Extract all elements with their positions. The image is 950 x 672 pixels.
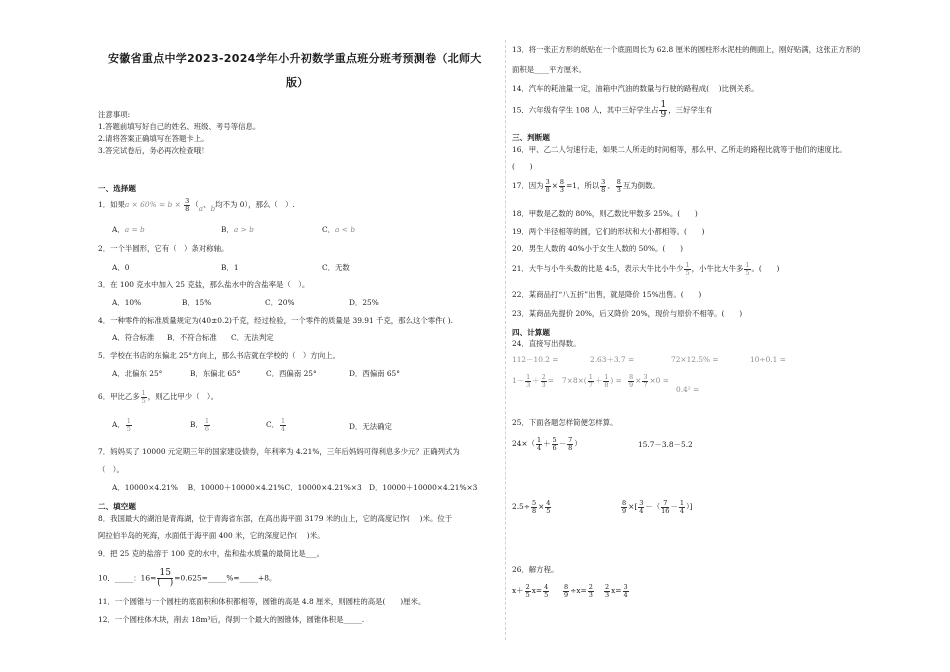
question-18: 18．甲数是乙数的 80%，则乙数比甲数多 25%。( ) — [512, 209, 698, 218]
question-7-options: A．10000×4.21% B．10000＋10000×4.21%C．10000×4.21%×3 D．10000＋10000×4.21%×3 — [112, 483, 478, 492]
q26-equation-2: $\frac{8}{9}$ ÷x= $\frac{2}{3}$ — [564, 583, 593, 599]
question-5-option-a: A．北偏东 25° — [112, 369, 163, 378]
question-15: 15．六年级有学生 108 人，其中三好学生占 $\frac{1}{9}$ ，三好学生有 — [512, 100, 713, 120]
q25-expr-1: 24×（ $\frac{1}{4}$ ＋ $\frac{5}{6}$ － $\frac{7}{8}$ ） — [512, 436, 582, 452]
question-26: 26．解方程。 — [512, 565, 559, 574]
notice-item-3: 3.答完试卷后，务必再次检查哦！ — [98, 146, 209, 155]
section-judge-heading: 三、判断题 — [512, 133, 550, 142]
question-6-option-d: D．无法确定 — [349, 422, 392, 431]
notice-heading: 注意事项: — [98, 110, 131, 119]
question-12: 12．一个圆柱体木块，削去 18m³后，得到一个最大的圆锥体，圆锥体积是_____. — [98, 615, 365, 624]
question-3-option-b: B．15% — [182, 298, 212, 307]
q24-expr-8: 0.4² = — [676, 385, 700, 394]
q24-expr-6: 7×8×( $\frac{1}{7}$ ＋ $\frac{1}{8}$ ) = — [562, 373, 622, 389]
question-9: 9．把 25 克的盐溶于 100 克的水中，盐和盐水质量的最简比是___。 — [98, 549, 325, 558]
q24-expr-2: 2.63＋3.7 = — [590, 355, 635, 364]
question-5-option-c: C．西偏南 25° — [266, 369, 317, 378]
question-16-line-2: ( ) — [512, 162, 533, 171]
question-6: 6．甲比乙多 $\frac{1}{5}$ ，则乙比甲少（ ）。 — [98, 389, 219, 405]
question-20: 20．男生人数的 40%小于女生人数的 50%。( ) — [512, 244, 683, 253]
question-21: 21．大牛与小牛头数的比是 4:5，表示大牛比小牛少 $\frac{1}{5}$ ，小牛比大牛多 $\frac{1}{5}$ 。( ) — [512, 261, 780, 277]
question-16-line-1: 16．甲、乙二人匀速行走，如果二人所走的时间相等，那么甲、乙所走的路程比就等于他们的速度比。 — [512, 145, 847, 154]
column-divider — [505, 40, 506, 640]
question-1-option-b: B．a > b — [221, 225, 254, 234]
question-6-option-a: A． $\frac{1}{5}$ — [112, 417, 131, 433]
question-4: 4．一种零件的标准质量规定为(40±0.2)千克，经过检验，一个零件的质量是 39.91 千克，那么这个零件( ). — [98, 316, 453, 325]
question-10: 10．_____：16= $\frac{15}{( )}$ =0.625=_____%=_____+8。 — [98, 568, 277, 588]
question-5-option-d: D．西偏南 65° — [349, 369, 400, 378]
question-8-line-2: 阿拉伯半岛的死海，水面低于海平面 400 米，它的深度记作( )米。 — [98, 531, 325, 540]
question-22: 22．某商品打“八五折”出售，就是降价 15%出售。( ) — [512, 290, 702, 299]
question-2-option-b: B．1 — [221, 263, 239, 272]
title-line-1: 安徽省重点中学2023-2024学年小升初数学重点班分班考预测卷（北师大 — [108, 52, 482, 65]
q25-expr-2: 15.7－3.8－5.2 — [638, 440, 693, 449]
q26-equation-3: $\frac{2}{3}$ x= $\frac{3}{4}$ — [605, 583, 628, 599]
question-6-option-b: B． $\frac{1}{6}$ — [190, 417, 209, 433]
question-24: 24．直接写出得数。 — [512, 339, 581, 348]
question-23: 23．某商品先提价 20%，后又降价 20%，现价与原价不相等。( ) — [512, 309, 743, 318]
question-13-line-1: 13．将一张正方形的纸贴在一个底面周长为 62.8 厘米的圆柱形水泥柱的侧面上，刚好贴满，这张正方形的 — [512, 45, 861, 54]
notice-item-1: 1.答题前填写好自己的姓名、班级、考号等信息。 — [98, 122, 261, 131]
question-7-line-1: 7．妈妈买了 10000 元定期三年的国家建设债券，年利率为 4.21%，三年后妈妈可得利息多少元？正确列式为 — [98, 447, 460, 456]
question-8-line-1: 8．我国最大的湖泊是青海湖，位于青海省东部，在高出海平面 3179 米的山上，它的高度记作( )米。位于 — [98, 514, 453, 523]
section-choice-heading: 一、选择题 — [98, 184, 136, 193]
question-14: 14．汽车的耗油量一定，油箱中汽油的数量与行驶的路程成( )比例关系。 — [512, 84, 759, 93]
question-4-option-a: A．符合标准 — [112, 333, 155, 342]
title-line-2: 版） — [286, 76, 309, 89]
section-fill-heading: 二、填空题 — [98, 502, 136, 511]
question-19: 19．两个半径相等的圆，它们的形状和大小都相等。( ) — [512, 227, 705, 236]
question-5-option-b: B．东偏北 65° — [190, 369, 241, 378]
q25-expr-3: 2.5÷ $\frac{5}{8}$ × $\frac{4}{5}$ — [512, 499, 551, 515]
question-6-option-c: C． $\frac{1}{4}$ — [266, 417, 286, 433]
question-1: 1．如果a × 60% = b × $\frac{3}{8}$ （a、b均不为 0），那么（ ）. — [98, 197, 295, 213]
question-7-line-2: （ ）。 — [98, 465, 124, 474]
question-17: 17．因为 $\frac{3}{8}$ × $\frac{8}{3}$ =1，所以 $\frac{3}{8}$ 、 $\frac{8}{3}$ 互为倒数。 — [512, 178, 660, 194]
section-calc-heading: 四、计算题 — [512, 328, 550, 337]
question-3-option-a: A．10% — [112, 298, 142, 307]
question-5: 5．学校在书店的东偏北 25°方向上，那么书店就在学校的（ ）方向上。 — [98, 351, 340, 360]
q24-expr-4: 10÷0.1 = — [750, 355, 786, 364]
notice-item-2: 2.请将答案正确填写在答题卡上。 — [98, 134, 209, 143]
question-3: 3．在 100 克水中加入 25 克盐，那么盐水中的含盐率是（ ）。 — [98, 280, 310, 289]
question-4-option-c: C．无法判定 — [231, 333, 274, 342]
q25-expr-4: $\frac{8}{9}$ ×[ $\frac{3}{4}$ －（ $\frac{7}{16}$ － $\frac{1}{4}$ ）] — [622, 499, 693, 515]
question-3-option-c: C．20% — [265, 298, 295, 307]
question-25: 25．下面各题怎样简便怎样算。 — [512, 418, 618, 427]
q24-expr-7: $\frac{8}{9}$ × $\frac{3}{7}$ ×0 = — [629, 373, 669, 389]
question-2-option-c: C．无数 — [322, 263, 350, 272]
question-13-line-2: 面积是____平方厘米。 — [512, 65, 586, 74]
question-1-option-c: C．a < b — [322, 225, 356, 234]
q24-expr-5: 1－ $\frac{1}{3}$ ＋ $\frac{2}{3}$ = — [512, 373, 554, 389]
question-3-option-d: D．25% — [349, 298, 379, 307]
question-2: 2．一个半圆形，它有（ ）条对称轴。 — [98, 244, 229, 253]
q24-expr-1: 112－10.2 = — [512, 355, 559, 364]
question-11: 11．一个圆锥与一个圆柱的底面积和体积都相等，圆锥的高是 4.8 厘米，则圆柱的高是( )厘米。 — [98, 597, 426, 606]
question-2-option-a: A．0 — [112, 263, 130, 272]
q26-equation-1: x＋ $\frac{2}{5}$ x= $\frac{4}{5}$ — [512, 583, 549, 599]
q24-expr-3: 72×12.5% = — [671, 355, 719, 364]
question-4-option-b: B．不符合标准 — [167, 333, 217, 342]
question-1-option-a: A．a = b — [112, 225, 145, 234]
